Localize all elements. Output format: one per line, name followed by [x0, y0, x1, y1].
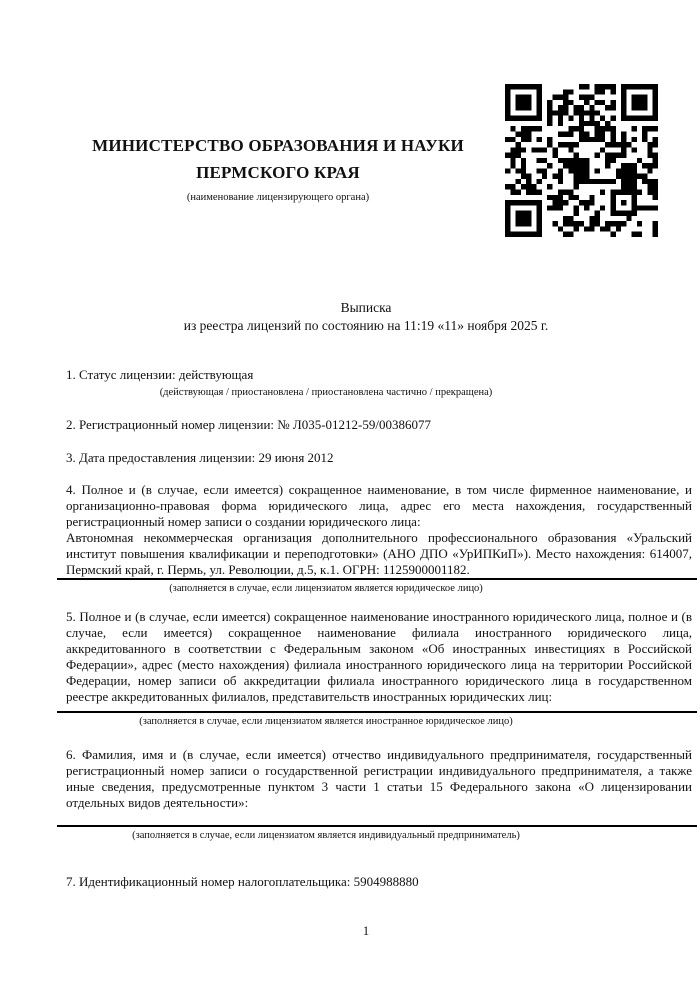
document-header	[0, 0, 700, 299]
item-4-legal-entity-label: 4. Полное и (в случае, если имеется) сокращенное наименование, в том числе фирменное наименование, и организационно-правовая форма юридического лица, адрес его места нахождения, государственный регистрационный номер записи о создании юридического лица:	[66, 482, 692, 529]
item-6-entrepreneur-label: 6. Фамилия, имя и (в случае, если имеется) отчество индивидуального предпринимателя, государственный регистрационный номер записи о государственной регистрации индивидуального предпринимателя, а также иные сведения, предусмотренные пунктом 3 части 1 статьи 15 Федерального закона «О лицензировании отдельных видов деятельности»:	[66, 747, 692, 810]
item-5-foreign-entity-label: 5. Полное и (в случае, если имеется) сокращенное наименование иностранного юридического лица, полное и (в случае, если имеется) сокращенное наименование филиала иностранного юридического лица, аккредитованного в соответствии с Федеральным законом «Об иностранных инвестициях в Российской Федерации», адрес (место нахождения) филиала иностранного юридического лица на территории Российской Федерации, номер записи об аккредитации филиала иностранного юридического лица в государственном реестре аккредитованных филиалов, представительств иностранных юридических лиц:	[66, 609, 692, 704]
item-5-caption: (заполняется в случае, если лицензиатом является иностранное юридическое лицо)	[139, 716, 513, 727]
page-number: 1	[362, 924, 370, 938]
ministry-name-line1: МИНИСТЕРСТВО ОБРАЗОВАНИЯ И НАУКИ	[92, 136, 464, 155]
ministry-name-line2: ПЕРМСКОГО КРАЯ	[196, 163, 360, 182]
item-6-fill-rule	[57, 825, 697, 827]
item-4-legal-entity-value: Автономная некоммерческая организация дополнительного профессионального образования «Уральский институт повышения квалификации и переподготовки» (АНО ДПО «УрИПКиП»). Место нахождения: 614007, Пермский край, г. Пермь, ул. Революции, д.5, к.1. ОГРН: 1125900001182.	[66, 530, 692, 577]
document-title-line1: Выписка	[340, 300, 392, 315]
item-5-fill-rule	[57, 711, 697, 713]
item-6-caption: (заполняется в случае, если лицензиатом является индивидуальный предприниматель)	[132, 830, 520, 841]
licensing-authority-caption: (наименование лицензирующего органа)	[186, 192, 370, 203]
item-3-license-date: 3. Дата предоставления лицензии: 29 июня 2012	[66, 450, 334, 465]
document-title-line2: из реестра лицензий по состоянию на 11:19 «11» ноября 2025 г.	[183, 318, 549, 333]
item-4-fill-rule	[57, 578, 697, 580]
item-6-blank-field	[66, 811, 692, 825]
document-body	[66, 367, 692, 890]
document-title	[66, 299, 666, 335]
item-1-license-status: 1. Статус лицензии: действующая	[66, 367, 254, 382]
item-2-registration-number: 2. Регистрационный номер лицензии: № Л035-01212-59/00386077	[66, 417, 432, 432]
licensing-authority-block	[66, 132, 490, 204]
item-1-caption: (действующая / приостановлена / приостановлена частично / прекращена)	[159, 387, 493, 398]
qr-code-icon	[505, 84, 658, 237]
item-7-taxpayer-number: 7. Идентификационный номер налогоплательщика: 5904988880	[66, 874, 419, 889]
item-4-caption: (заполняется в случае, если лицензиатом является юридическое лицо)	[169, 583, 483, 594]
